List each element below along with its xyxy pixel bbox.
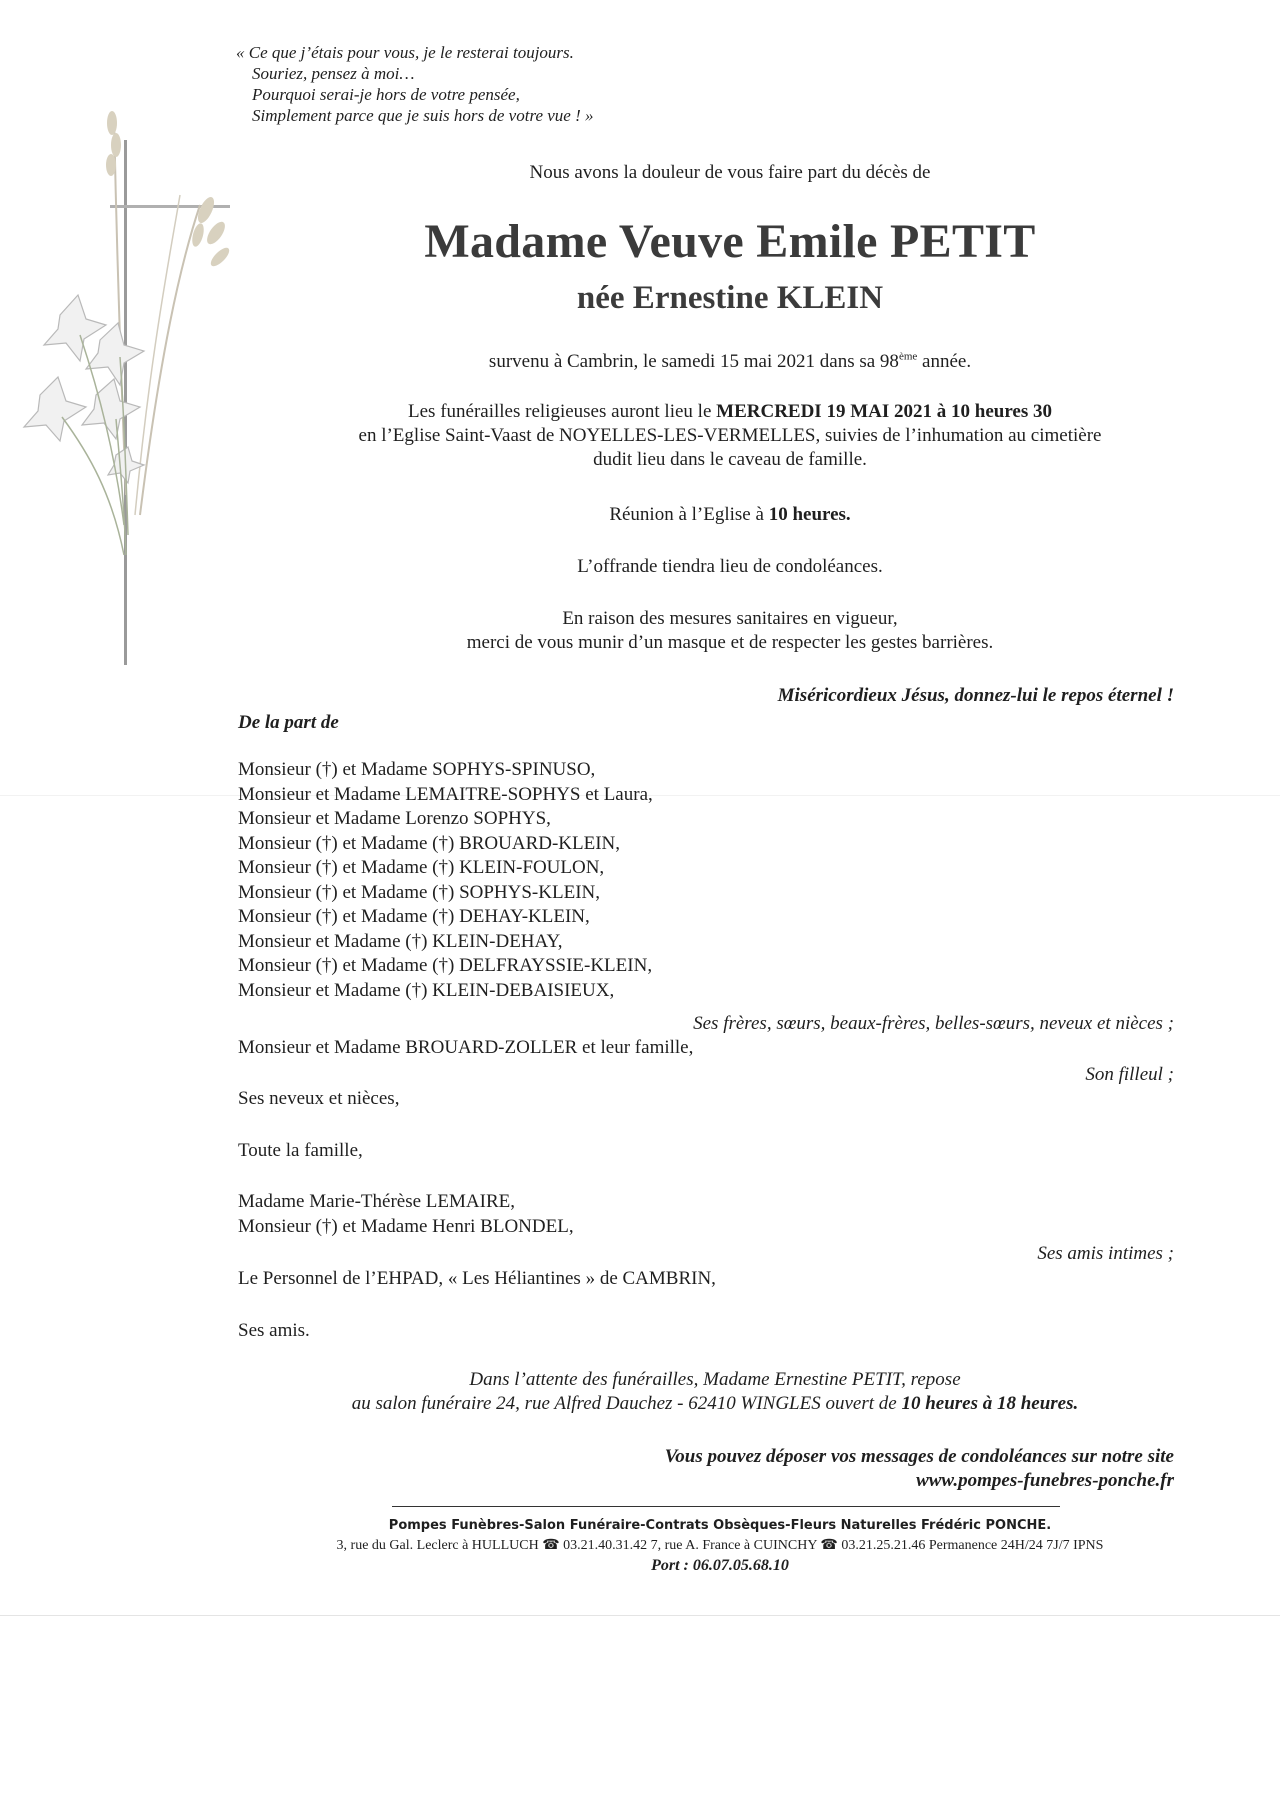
quote-line: « Ce que j’étais pour vous, je le resterai toujours.: [236, 43, 574, 62]
funeral-text: Les funérailles religieuses auront lieu le: [408, 401, 717, 422]
page-fold-line: [0, 1615, 1280, 1616]
family-caption: Ses frères, sœurs, beaux-frères, belles-sœurs, neveux et nièces ;: [693, 1013, 1174, 1034]
godson-caption: Son filleul ;: [1085, 1064, 1174, 1085]
list-item: Monsieur et Madame (†) KLEIN-DEHAY,: [238, 930, 563, 952]
quote-line: Souriez, pensez à moi…: [252, 64, 415, 83]
list-item: Monsieur et Madame (†) KLEIN-DEBAISIEUX,: [238, 979, 615, 1001]
wake-hours: 10 heures à 18 heures.: [901, 1393, 1079, 1414]
footer-company: Pompes Funèbres-Salon Funéraire-Contrats Obsèques-Fleurs Naturelles Frédéric PONCHE.: [388, 1518, 1052, 1533]
website-notice: [665, 1445, 1174, 1493]
death-notice: [230, 350, 1230, 374]
quote-line: Simplement parce que je suis hors de votre vue ! »: [252, 106, 594, 125]
intro-text: Nous avons la douleur de vous faire part du décès de: [529, 162, 931, 183]
funeral-place: en l’Eglise Saint-Vaast de NOYELLES-LES-VERMELLES, suivies de l’inhumation au cimetière: [358, 425, 1102, 446]
sanitary-line: merci de vous munir d’un masque et de respecter les gestes barrières.: [466, 632, 994, 653]
all-friends-line: Ses amis.: [238, 1320, 310, 1341]
list-item: Monsieur (†) et Madame SOPHYS-SPINUSO,: [238, 759, 596, 780]
list-item: Monsieur (†) et Madame (†) KLEIN-FOULON,: [238, 857, 605, 878]
sanitary-notice: [230, 607, 1230, 655]
friend-line: Madame Marie-Thérèse LEMAIRE,: [238, 1191, 515, 1212]
quote-block: [236, 42, 594, 126]
family-list: [238, 758, 653, 1003]
sanitary-line: En raison des mesures sanitaires en vigueur,: [562, 608, 898, 629]
meeting-time: 10 heures.: [768, 504, 851, 525]
meeting-text: Réunion à l’Eglise à: [609, 504, 769, 525]
list-item: Monsieur et Madame LEMAITRE-SOPHYS et Laura,: [238, 783, 653, 805]
death-text-end: année.: [917, 351, 972, 372]
list-item: Monsieur et Madame Lorenzo SOPHYS,: [238, 808, 551, 829]
footer: [150, 1516, 1280, 1576]
list-item: Monsieur (†) et Madame (†) BROUARD-KLEIN,: [238, 832, 621, 854]
prayer-text: Miséricordieux Jésus, donnez-lui le repos éternel !: [777, 685, 1174, 706]
list-item: Monsieur (†) et Madame (†) DEHAY-KLEIN,: [238, 906, 590, 927]
website-text: Vous pouvez déposer vos messages de condoléances sur notre site: [664, 1446, 1174, 1467]
nephews-line: Ses neveux et nièces,: [238, 1088, 400, 1109]
godson-line: Monsieur et Madame BROUARD-ZOLLER et leur famille,: [238, 1037, 694, 1058]
friend-line: Monsieur (†) et Madame Henri BLONDEL,: [238, 1216, 574, 1237]
wake-address: au salon funéraire 24, rue Alfred Dauchez - 62410 WINGLES ouvert de: [351, 1393, 902, 1414]
friends-caption: Ses amis intimes ;: [1037, 1243, 1174, 1264]
cross-flowers-illustration: [20, 95, 250, 675]
footer-divider: [392, 1506, 1060, 1507]
offering-notice: L’offrande tiendra lieu de condoléances.: [577, 556, 883, 577]
birth-name: née Ernestine KLEIN: [576, 280, 884, 316]
funeral-details: [230, 400, 1230, 472]
website-url[interactable]: www.pompes-funebres-ponche.fr: [916, 1470, 1174, 1491]
funeral-burial: dudit lieu dans le caveau de famille.: [593, 449, 867, 470]
death-text: survenu à Cambrin, le samedi 15 mai 2021 dans sa 98: [488, 351, 899, 372]
footer-addresses: 3, rue du Gal. Leclerc à HULLUCH ☎ 03.21.40.31.42 7, rue A. France à CUINCHY ☎ 03.21.25.21.46 Permanence 24H/24 7J/7 IPNS: [336, 1538, 1104, 1553]
death-ordinal: ème: [898, 350, 918, 363]
list-item: Monsieur (†) et Madame (†) SOPHYS-KLEIN,: [238, 881, 600, 903]
quote-line: Pourquoi serai-je hors de votre pensée,: [252, 85, 520, 104]
staff-line: Le Personnel de l’EHPAD, « Les Héliantines » de CAMBRIN,: [238, 1268, 716, 1289]
deceased-name: Madame Veuve Emile PETIT: [424, 215, 1036, 268]
from-heading: De la part de: [238, 712, 339, 733]
wake-notice: [200, 1368, 1230, 1416]
footer-mobile: Port : 06.07.05.68.10: [651, 1557, 789, 1574]
list-item: Monsieur (†) et Madame (†) DELFRAYSSIE-KLEIN,: [238, 955, 653, 976]
wake-line: Dans l’attente des funérailles, Madame Ernestine PETIT, repose: [469, 1369, 961, 1390]
funeral-date: MERCREDI 19 MAI 2021 à 10 heures 30: [716, 401, 1052, 422]
whole-family-line: Toute la famille,: [238, 1140, 363, 1161]
meeting-notice: [230, 503, 1230, 527]
